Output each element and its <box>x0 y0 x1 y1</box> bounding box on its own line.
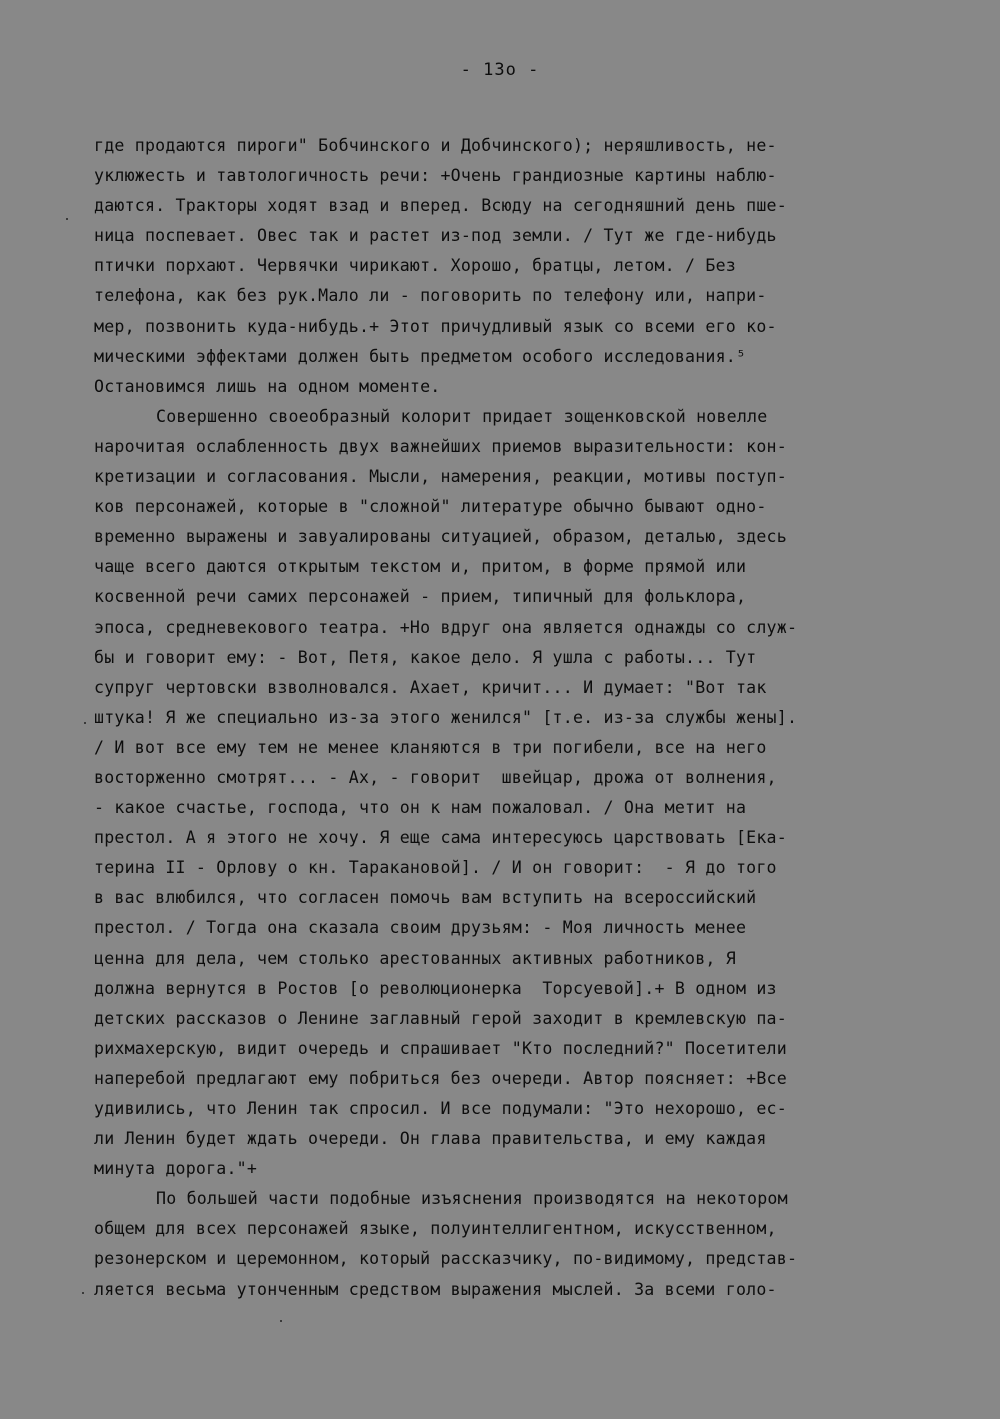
text-line: престол. А я этого не хочу. Я еще сама интересуюсь царствовать [Ека- <box>94 828 787 848</box>
text-line: минута дорога."+ <box>94 1159 258 1179</box>
text-line: штука! Я же специально из-за этого женился" [т.е. из-за службы жены]. <box>94 707 798 727</box>
text-line: ли Ленин будет ждать очереди. Он глава правительства, и ему каждая <box>94 1129 767 1149</box>
text-line: - какое счастье, господа, что он к нам пожаловал. / Она метит на <box>94 798 747 818</box>
text-line: должна вернутся в Ростов [о революционерка Торсуевой].+ В одном из <box>94 978 777 998</box>
text-line: ков персонажей, которые в "сложной" литературе обычно бывают одно- <box>94 497 767 517</box>
text-line: супруг чертовски взволновался. Ахает, кричит... И думает: "Вот так <box>94 677 767 697</box>
text-line: По большей части подобные изъяснения производятся на некотором <box>156 1189 788 1209</box>
text-line: даются. Тракторы ходят взад и вперед. Всюду на сегодняшний день пше- <box>94 196 787 216</box>
text-line: мическими эффектами должен быть предметом особого исследования.⁵ <box>94 346 747 366</box>
text-line: в вас влюбился, что согласен помочь вам вступить на всероссийский <box>94 888 757 908</box>
text-line: резонерском и церемонном, который рассказчику, по-видимому, представ- <box>94 1249 798 1269</box>
text-line: косвенной речи самих персонажей - прием, типичный для фольклора, <box>94 587 747 607</box>
scan-speck <box>84 722 86 724</box>
text-line: восторженно смотрят... - Ах, - говорит швейцар, дрожа от волнения, <box>94 767 777 787</box>
text-line: где продаются пироги" Бобчинского и Добчинского); неряшливость, не- <box>94 136 777 155</box>
text-line: временно выражены и завуалированы ситуацией, образом, деталью, здесь <box>94 527 787 547</box>
text-line: детских рассказов о Ленине заглавный герой заходит в кремлевскую па- <box>94 1008 787 1028</box>
text-line: нарочитая ослабленность двух важнейших приемов выразительности: кон- <box>94 436 787 456</box>
text-line: престол. / Тогда она сказала своим друзьям: - Моя личность менее <box>94 918 747 938</box>
text-line: уклюжесть и тавтологичность речи: +Очень грандиозные картины наблю- <box>94 166 777 186</box>
text-line: мер, позвонить куда-нибудь.+ Этот причудливый язык со всеми его ко- <box>94 316 777 336</box>
scan-speck <box>82 1292 84 1294</box>
text-line: птички порхают. Червячки чирикают. Хорошо, братцы, летом. / Без <box>94 256 736 276</box>
text-line: / И вот все ему тем не менее кланяются в три погибели, все на него <box>94 737 767 757</box>
text-line: эпоса, средневекового театра. +Но вдруг она является однажды со служ- <box>94 617 798 637</box>
text-line: общем для всех персонажей языке, полуинтеллигентном, искусственном, <box>94 1219 777 1239</box>
text-line: ценна для дела, чем столько арестованных активных работников, Я <box>94 948 736 968</box>
text-line: Остановимся лишь на одном моменте. <box>94 376 441 396</box>
text-line: рихмахерскую, видит очередь и спрашивает "Кто последний?" Посетители <box>94 1038 787 1058</box>
text-line: ница поспевает. Овес так и растет из-под земли. / Тут же где-нибудь <box>94 226 777 246</box>
body-text <box>94 131 934 1305</box>
text-line: наперебой предлагают ему побриться без очереди. Автор поясняет: +Все <box>94 1068 787 1088</box>
text-line: чаще всего даются открытым текстом и, притом, в форме прямой или <box>94 557 747 577</box>
text-line: кретизации и согласования. Мысли, намерения, реакции, мотивы поступ- <box>94 467 787 487</box>
text-line: бы и говорит ему: - Вот, Петя, какое дело. Я ушла с работы... Тут <box>94 647 757 667</box>
text-line: удивились, что Ленин так спросил. И все подумали: "Это нехорошо, ес- <box>94 1099 787 1118</box>
text-line: ляется весьма утонченным средством выражения мыслей. За всеми голо- <box>94 1279 777 1299</box>
page-number: - 13о - <box>460 60 540 80</box>
scan-speck <box>280 1320 282 1322</box>
text-line: телефона, как без рук.Мало ли - поговорить по телефону или, напри- <box>94 286 767 306</box>
scan-speck <box>66 218 68 220</box>
text-line: терина II - Орлову о кн. Таракановой]. / И он говорит: - Я до того <box>94 858 777 878</box>
text-line: Совершенно своеобразный колорит придает зощенковской новелле <box>156 406 768 426</box>
